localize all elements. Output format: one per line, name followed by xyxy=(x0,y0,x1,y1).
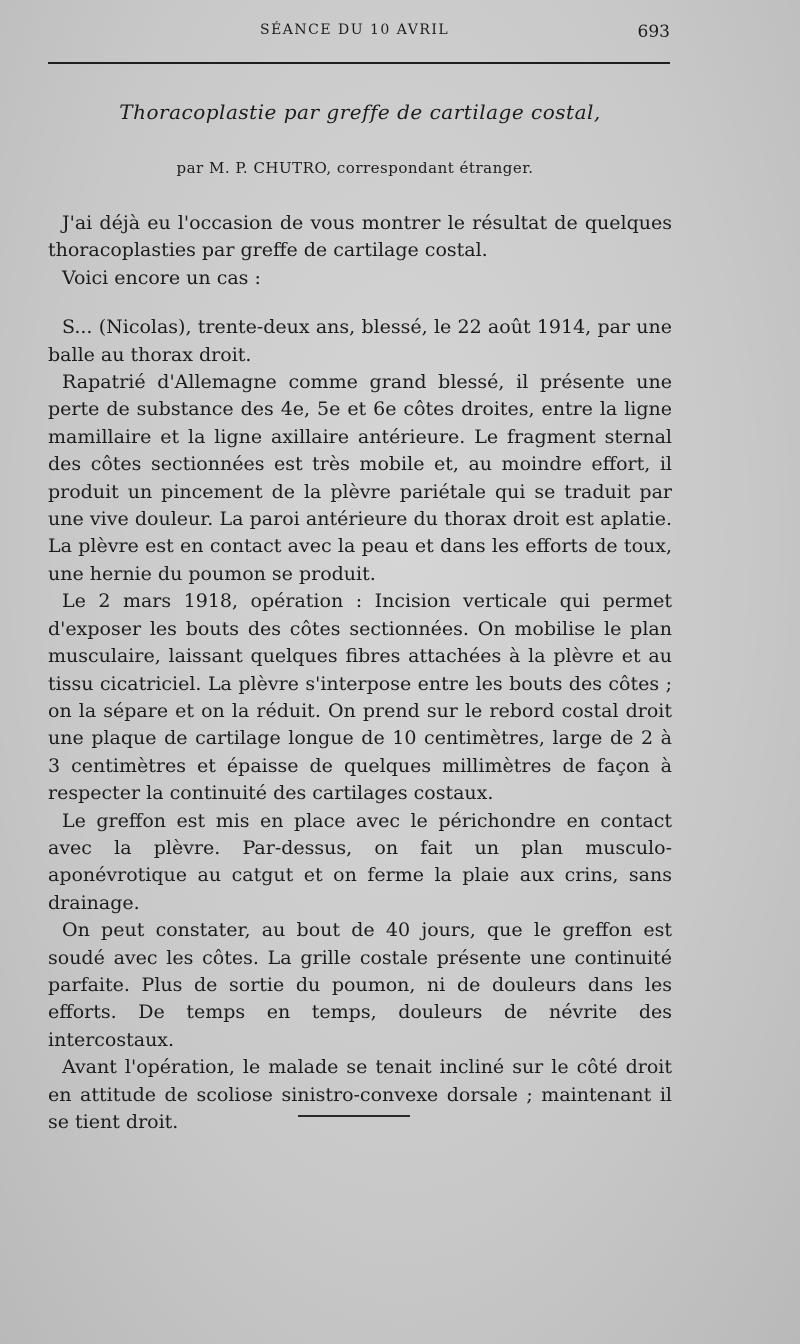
article-body xyxy=(48,210,672,1136)
paragraph: J'ai déjà eu l'occasion de vous montrer le résultat de quelques thoracoplasties par greffe de cartilage costal. xyxy=(48,212,672,262)
paragraph: Rapatrié d'Allemagne comme grand blessé, il présente une perte de substance des 4e, 5e et 6e côtes droites, entre la ligne mamillaire et la ligne axillaire antérieure. Le fragment sternal des côtes sectionnées est très mobile et, au moindre effort, il produit un pincement de la plèvre pariétale qui se traduit par une vive douleur. La paroi antérieure du thorax droit est aplatie. La plèvre est en contact avec la peau et dans les efforts de toux, une hernie du poumon se produit. xyxy=(48,371,672,585)
header-rule xyxy=(48,62,670,64)
page-header xyxy=(50,18,670,48)
paragraph: On peut constater, au bout de 40 jours, que le greffon est soudé avec les côtes. La grille costale présente une continuité parfaite. Plus de sortie du poumon, ni de douleurs dans les efforts. De temps en temps, douleurs de névrite des intercostaux. xyxy=(48,919,672,1051)
end-rule xyxy=(298,1115,410,1117)
paragraph: Le 2 mars 1918, opération : Incision verticale qui permet d'exposer les bouts des côtes sectionnées. On mobilise le plan musculaire, laissant quelques fibres attachées à la plèvre et au tissu cicatriciel. La plèvre s'interpose entre les bouts des côtes ; on la sépare et on la réduit. On prend sur le rebord costal droit une plaque de cartilage longue de 10 centimètres, large de 2 à 3 centimètres et épaisse de quelques millimètres de façon à respecter la continuité des cartilages costaux. xyxy=(48,590,672,805)
article-byline: par M. P. CHUTRO, correspondant étranger. xyxy=(176,159,534,177)
page-number: 693 xyxy=(637,22,670,42)
paragraph: S... (Nicolas), trente-deux ans, blessé, le 22 août 1914, par une balle au thorax droit. xyxy=(48,316,672,366)
paragraph-gap xyxy=(48,292,672,314)
paragraph: Voici encore un cas : xyxy=(62,266,261,289)
paragraph: Avant l'opération, le malade se tenait incliné sur le côté droit en attitude de scoliose sinistro-convexe dorsale ; maintenant il se tient droit. xyxy=(48,1056,672,1133)
article-title: Thoracoplastie par greffe de cartilage costal, xyxy=(119,100,601,124)
running-title: SÉANCE DU 10 AVRIL xyxy=(260,22,450,38)
paragraph: Le greffon est mis en place avec le périchondre en contact avec la plèvre. Par-dessus, on fait un plan musculo-aponévrotique au catgut et on ferme la plaie aux crins, sans drainage. xyxy=(48,809,672,914)
